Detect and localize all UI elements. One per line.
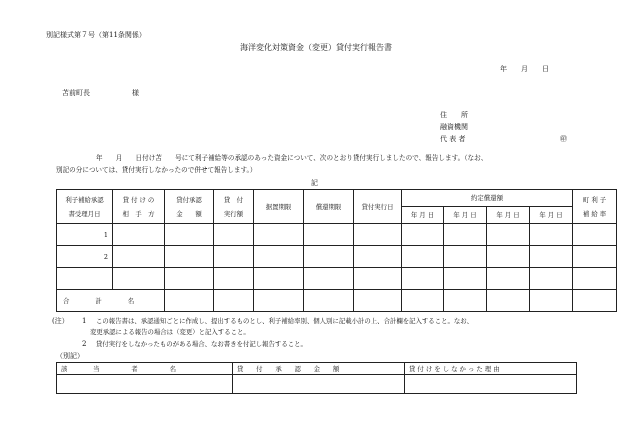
cell[interactable] — [304, 246, 354, 268]
row-number: 1 — [57, 224, 113, 246]
cell[interactable] — [444, 224, 487, 246]
cell[interactable] — [487, 224, 530, 246]
cell[interactable] — [233, 375, 405, 394]
note-2: 貸付実行をしなかったものがある場合、なお書きを付記し報告すること。 — [96, 340, 307, 348]
cell[interactable] — [57, 268, 113, 290]
cell[interactable] — [354, 290, 402, 312]
table-row — [57, 375, 577, 394]
form-number: 別記様式第７号（第11条関係） — [46, 31, 146, 39]
cell[interactable] — [354, 268, 402, 290]
total-label: 合 計 名 — [57, 290, 165, 312]
notes-label: (注） — [52, 317, 69, 325]
header-approved-amount: 貸付承認 金 額 — [165, 190, 214, 224]
cell[interactable] — [254, 246, 304, 268]
cell[interactable] — [530, 290, 573, 312]
header-ymd: 年 月 日 — [487, 207, 530, 224]
cell[interactable] — [573, 246, 617, 268]
table-row — [57, 268, 617, 290]
cell[interactable] — [530, 246, 573, 268]
cell[interactable] — [573, 290, 617, 312]
header-ymd: 年 月 日 — [444, 207, 487, 224]
document-title: 海洋変化対策資金（変更）貸付実行報告書 — [240, 43, 392, 52]
cell[interactable] — [254, 268, 304, 290]
header-receipt-date: 利子補給承認 書受理月日 — [57, 190, 113, 224]
cell[interactable] — [487, 246, 530, 268]
cell[interactable] — [405, 375, 577, 394]
cell[interactable] — [402, 246, 444, 268]
date-line: 年 月 日 — [500, 65, 549, 73]
report-table — [56, 189, 617, 312]
cell[interactable] — [165, 224, 214, 246]
cell[interactable] — [444, 290, 487, 312]
cell[interactable] — [304, 224, 354, 246]
ki-label: 記 — [311, 179, 318, 187]
appendix-label: （別記） — [56, 352, 84, 360]
address-label: 住 所 — [440, 111, 468, 119]
header-deferral-deadline: 据置期限 — [254, 190, 304, 224]
cell[interactable] — [113, 268, 165, 290]
cell[interactable] — [444, 246, 487, 268]
appendix-table — [56, 362, 577, 394]
cell[interactable] — [165, 290, 214, 312]
table-row — [57, 246, 617, 268]
header-execution-date: 貸付実行日 — [354, 190, 402, 224]
cell[interactable] — [214, 224, 254, 246]
cell[interactable] — [304, 268, 354, 290]
seal-mark: ㊞ — [560, 135, 567, 143]
note-1-line-2: 変更承認による報告の場合は（変更）と記入すること。 — [90, 328, 250, 336]
cell[interactable] — [254, 224, 304, 246]
bank-label: 融資機関 — [440, 123, 468, 131]
cell[interactable] — [165, 246, 214, 268]
cell[interactable] — [402, 290, 444, 312]
header-counterpart: 貸 付 け の 相 手 方 — [113, 190, 165, 224]
header-ymd: 年 月 日 — [402, 207, 444, 224]
cell[interactable] — [254, 290, 304, 312]
header-loan-amount: 貸 付 実行額 — [214, 190, 254, 224]
cell[interactable] — [214, 246, 254, 268]
cell[interactable] — [573, 268, 617, 290]
header-ymd: 年 月 日 — [530, 207, 573, 224]
header-scheduled-repayment: 約定償還額 — [402, 190, 573, 207]
note-2-number: 2 — [82, 340, 87, 348]
cell[interactable] — [530, 224, 573, 246]
cell[interactable] — [113, 224, 165, 246]
cell[interactable] — [214, 290, 254, 312]
cell[interactable] — [573, 224, 617, 246]
cell[interactable] — [113, 246, 165, 268]
cell[interactable] — [214, 268, 254, 290]
cell[interactable] — [165, 268, 214, 290]
appendix-header-name: 該 当 者 名 — [57, 363, 233, 375]
cell[interactable] — [304, 290, 354, 312]
cell[interactable] — [402, 268, 444, 290]
header-interest-rate: 町 利 子 補 給 率 — [573, 190, 617, 224]
row-number: 2 — [57, 246, 113, 268]
cell[interactable] — [354, 246, 402, 268]
cell[interactable] — [487, 290, 530, 312]
appendix-header-reason: 貸 付 け を し な か っ た 理 由 — [405, 363, 577, 375]
total-row — [57, 290, 617, 312]
addressee: 苫前町長 様 — [62, 89, 139, 97]
note-1-line-1: この報告書は、承認通知ごとに作成し、提出するものとし、利子補給率別、個人別に記載小計の上、合計欄を記入すること。なお、 — [96, 317, 474, 325]
cell[interactable] — [57, 375, 233, 394]
cell[interactable] — [402, 224, 444, 246]
cell[interactable] — [354, 224, 402, 246]
body-line-1: 年 月 日付け苫 号にて利子補給等の承認のあった資金について、次のとおり貸付実行しましたので、報告します。（なお、 — [96, 154, 488, 162]
table-row — [57, 224, 617, 246]
cell[interactable] — [444, 268, 487, 290]
header-repayment-deadline: 償還期限 — [304, 190, 354, 224]
representative-label: 代 表 者 — [440, 135, 466, 143]
note-1-number: 1 — [82, 317, 87, 325]
cell[interactable] — [530, 268, 573, 290]
cell[interactable] — [487, 268, 530, 290]
body-line-2: 別記の分については、貸付実行しなかったので併せて報告します。） — [56, 166, 257, 174]
appendix-header-amount: 貸 付 承 認 金 額 — [233, 363, 405, 375]
